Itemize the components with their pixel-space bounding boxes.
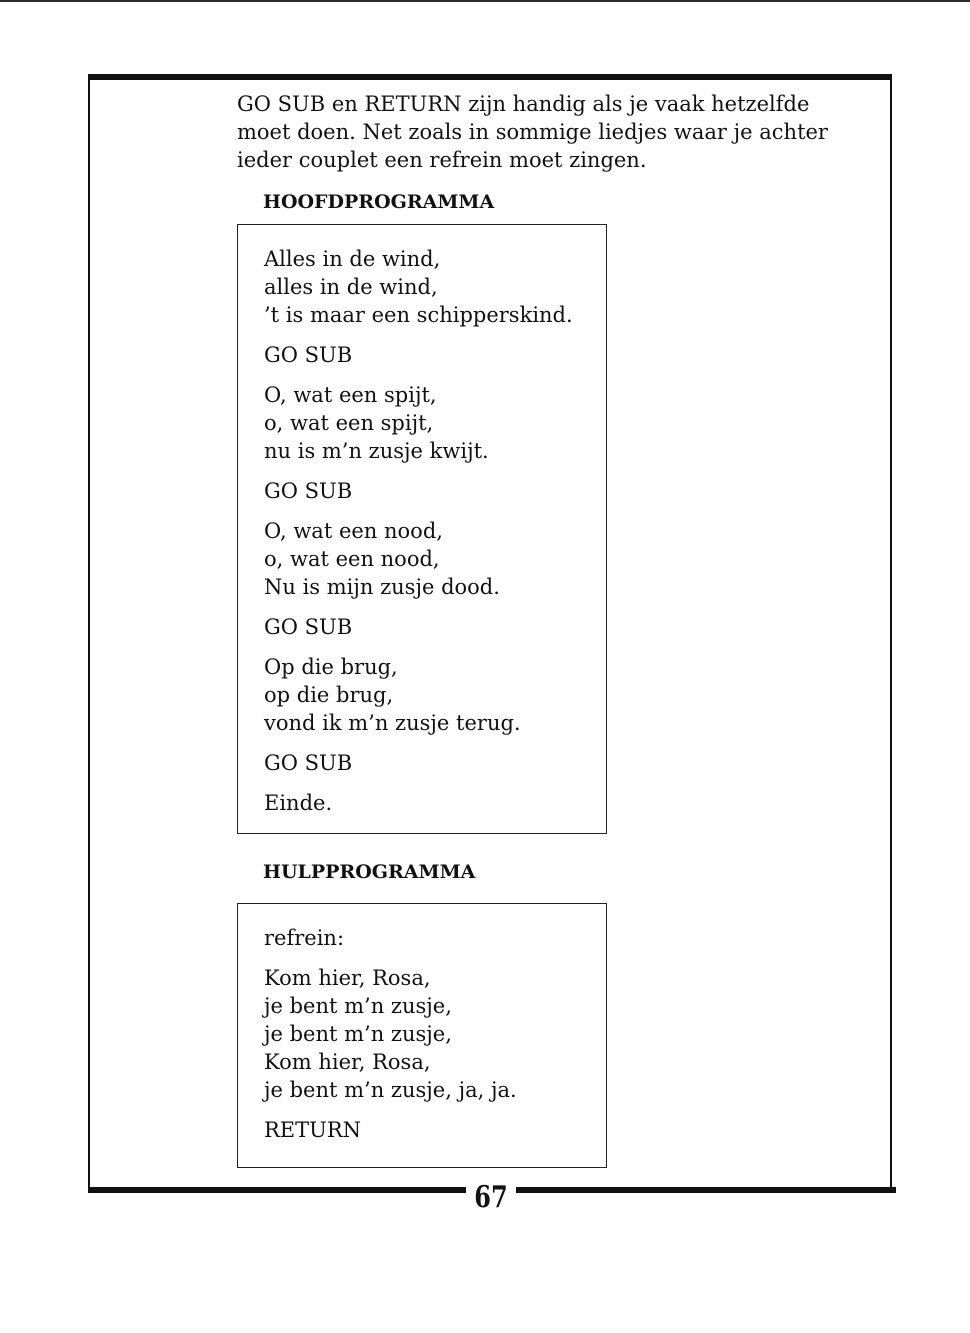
verse-line: alles in de wind, [264, 275, 438, 299]
bottom-rule-right [516, 1187, 896, 1193]
gosub-statement [264, 477, 602, 505]
verse-line: o, wat een nood, [264, 547, 440, 571]
verse-line: Alles in de wind, [264, 247, 441, 271]
command-line: GO SUB [264, 615, 353, 639]
command-line: GO SUB [264, 479, 353, 503]
verse-line: o, wat een spijt, [264, 411, 434, 435]
command-line: RETURN [264, 1118, 362, 1142]
bottom-rule-left [88, 1187, 466, 1193]
verse-line: je bent m’n zusje, [264, 1022, 452, 1046]
intro-line: ieder couplet een refrein moet zingen. [237, 148, 647, 172]
top-edge-rule [0, 0, 970, 2]
verse-line: Kom hier, Rosa, [264, 1050, 431, 1074]
verse-line: op die brug, [264, 683, 394, 707]
return-statement [264, 1116, 602, 1144]
command-line: GO SUB [264, 343, 353, 367]
main-program-box [237, 224, 607, 834]
stanza [264, 245, 602, 329]
refrain-label [264, 924, 602, 952]
gosub-statement [264, 341, 602, 369]
verse-line: O, wat een spijt, [264, 383, 437, 407]
gosub-statement [264, 749, 602, 777]
gosub-statement [264, 613, 602, 641]
stanza [264, 964, 602, 1104]
intro-paragraph [237, 90, 877, 174]
command-line: GO SUB [264, 751, 353, 775]
intro-line: GO SUB en RETURN zijn handig als je vaak hetzelfde [237, 92, 810, 116]
verse-line: O, wat een nood, [264, 519, 443, 543]
verse-line: Nu is mijn zusje dood. [264, 575, 500, 599]
verse-line: je bent m’n zusje, [264, 994, 452, 1018]
main-program-heading: HOOFDPROGRAMMA [263, 191, 495, 213]
verse-line: ’t is maar een schipperskind. [264, 303, 573, 327]
end-statement [264, 789, 602, 817]
stanza [264, 517, 602, 601]
intro-line: moet doen. Net zoals in sommige liedjes waar je achter [237, 120, 828, 144]
main-program-content [264, 245, 602, 817]
page-number: 67 [474, 1180, 508, 1215]
sub-program-box [237, 903, 607, 1168]
label-line: refrein: [264, 926, 345, 950]
sub-program-content [264, 924, 602, 1144]
sub-program-heading: HULPPROGRAMMA [263, 861, 476, 883]
stanza [264, 653, 602, 737]
verse-line: Kom hier, Rosa, [264, 966, 431, 990]
verse-line: vond ik m’n zusje terug. [264, 711, 521, 735]
verse-line: Op die brug, [264, 655, 398, 679]
verse-line: je bent m’n zusje, ja, ja. [264, 1078, 517, 1102]
stanza [264, 381, 602, 465]
verse-line: nu is m’n zusje kwijt. [264, 439, 489, 463]
command-line: Einde. [264, 791, 333, 815]
